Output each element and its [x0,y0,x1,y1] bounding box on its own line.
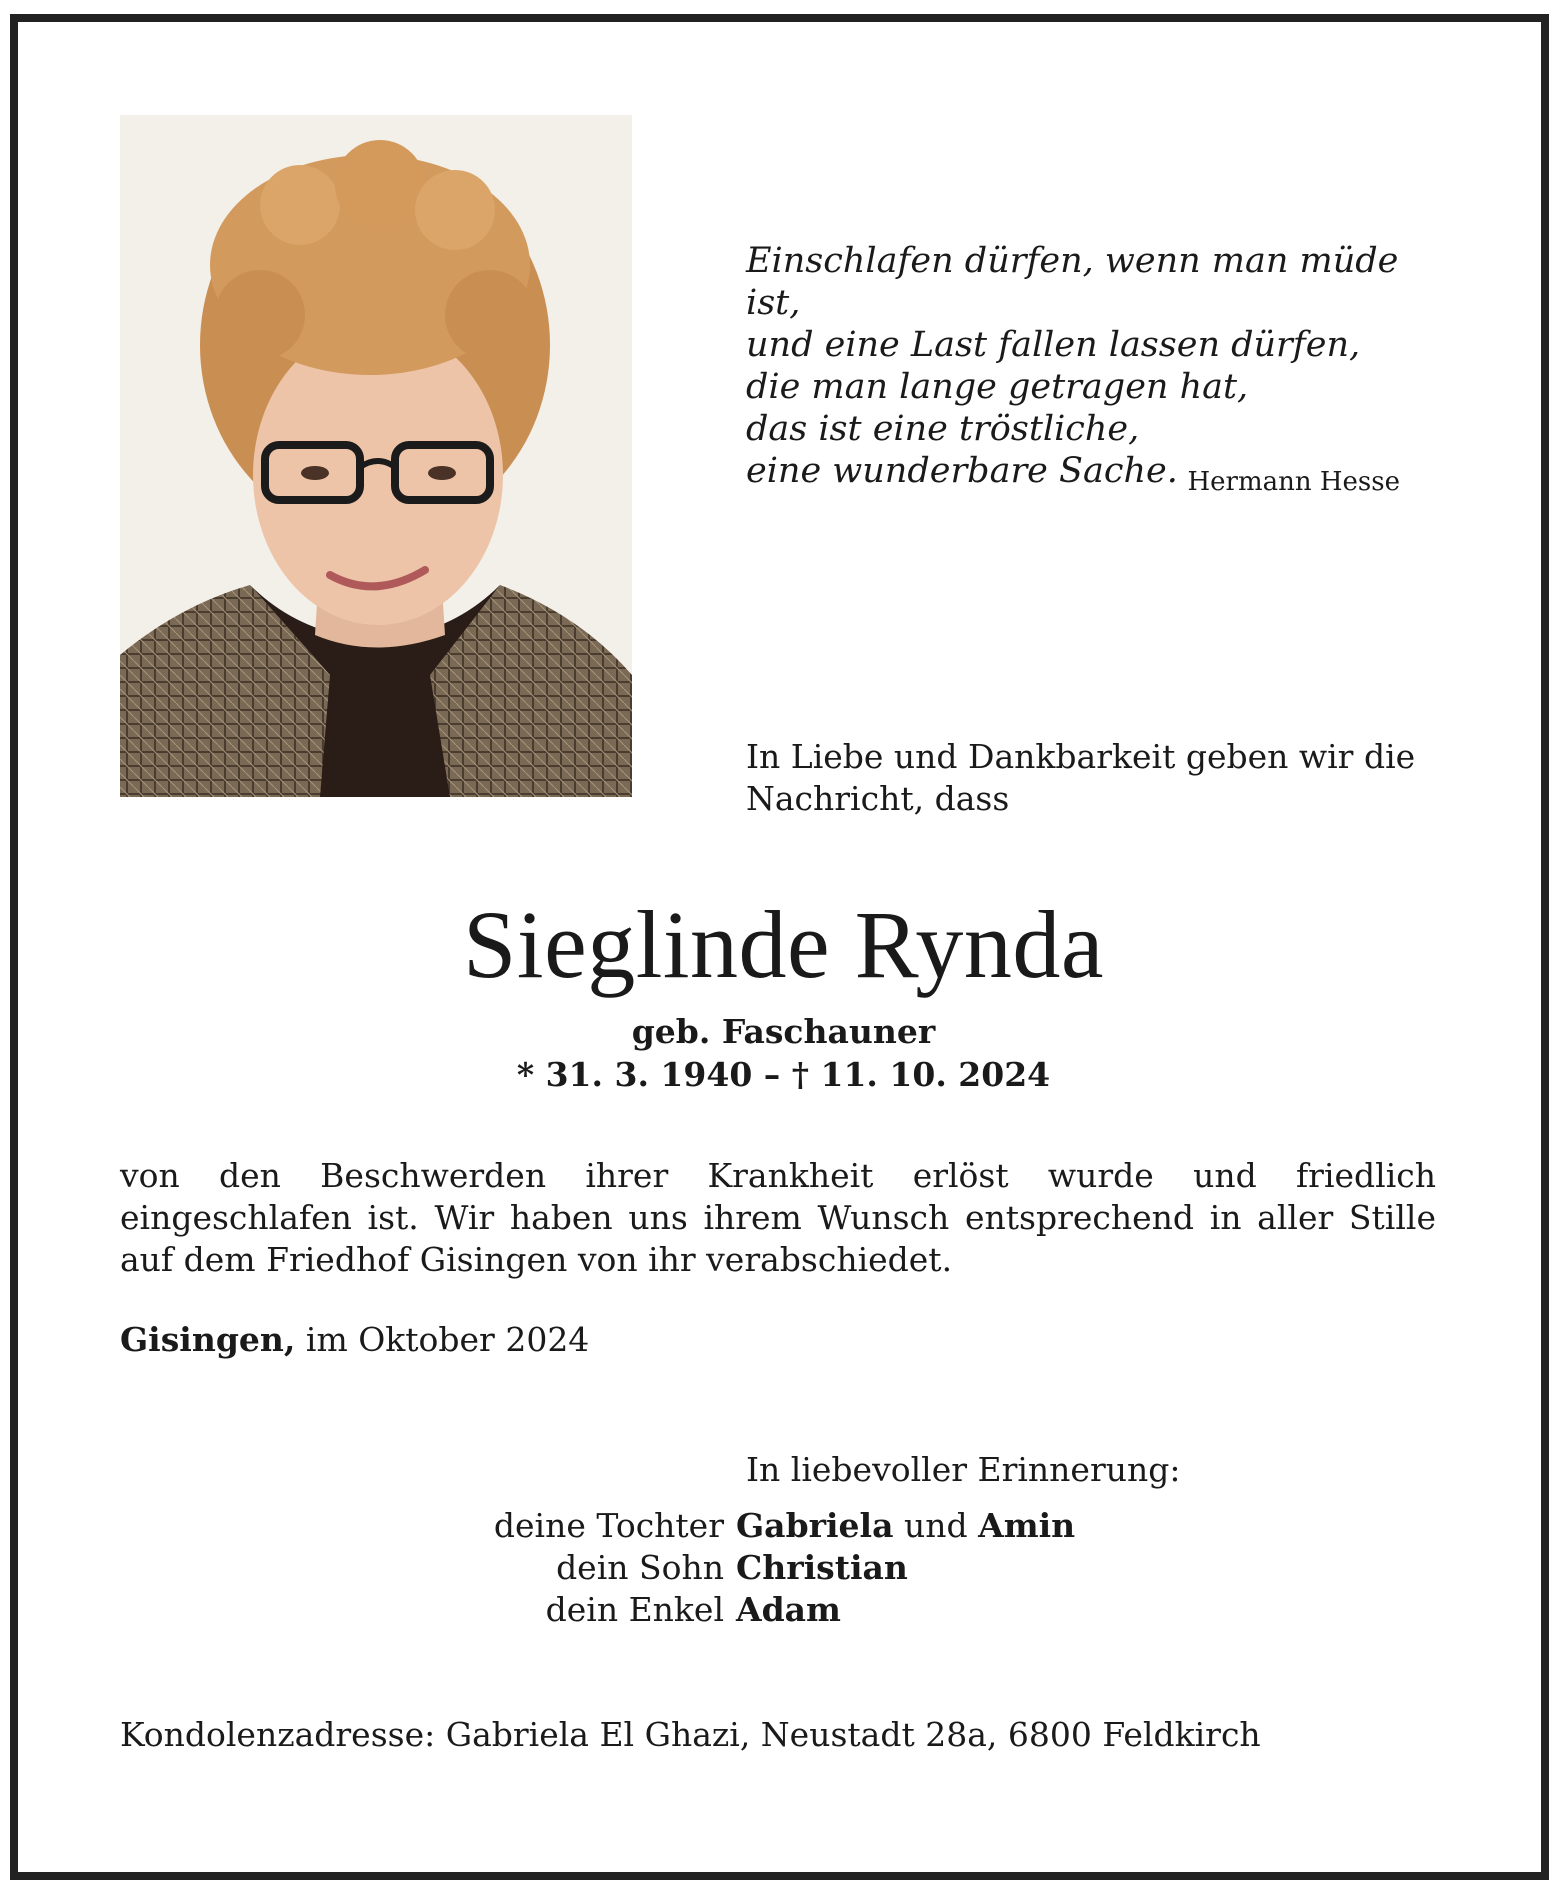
quote-line: Einschlafen dürfen, wenn man müde ist, [746,241,1399,323]
place-date-text: im Oktober 2024 [305,1320,590,1359]
family-row [400,1505,1400,1547]
portrait-photo [120,115,632,797]
remembrance-heading: In liebevoller Erinnerung: [746,1450,1181,1489]
quote-line: eine wunderbare Sache. [746,451,1178,491]
family-name: Gabriela [736,1506,894,1545]
hesse-quote [746,240,1446,492]
family-names [736,1547,908,1589]
family-joiner: und [903,1506,968,1545]
condolence-address: Kondolenzadresse: Gabriela El Ghazi, Neustadt 28a, 6800 Feldkirch [120,1715,1261,1754]
life-dates: * 31. 3. 1940 – † 11. 10. 2024 [516,1055,1051,1094]
family-names [736,1589,841,1631]
family-relation: deine Tochter [493,1506,724,1545]
family-names [736,1505,1075,1547]
family-name: Christian [736,1548,908,1587]
quote-author: Hermann Hesse [1187,467,1400,497]
deceased-name: Sieglinde Rynda [463,891,1104,998]
family-row [400,1547,1400,1589]
family-row [400,1589,1400,1631]
place-city: Gisingen, [120,1320,296,1359]
family-relation: dein Sohn [556,1548,724,1587]
body-text: von den Beschwerden ihrer Krankheit erlöst wurde und friedlich eingeschlafen ist. Wir haben uns ihrem Wunsch entsprechend in aller Stille auf dem Friedhof Gisingen von ihr verabschiedet. [120,1156,1436,1279]
intro-text: In Liebe und Dankbarkeit geben wir die Nachricht, dass [746,737,1416,818]
birth-name: geb. Faschauner [631,1012,936,1051]
portrait-illustration [120,115,632,797]
family-name: Adam [736,1590,841,1629]
quote-line: das ist eine tröstliche, [746,409,1140,449]
quote-line: und eine Last fallen lassen dürfen, [746,325,1361,365]
family-relation: dein Enkel [545,1590,724,1629]
place-date [120,1320,820,1359]
family-name: Amin [978,1506,1076,1545]
quote-line: die man lange getragen hat, [746,367,1249,407]
family-list [400,1505,1400,1631]
